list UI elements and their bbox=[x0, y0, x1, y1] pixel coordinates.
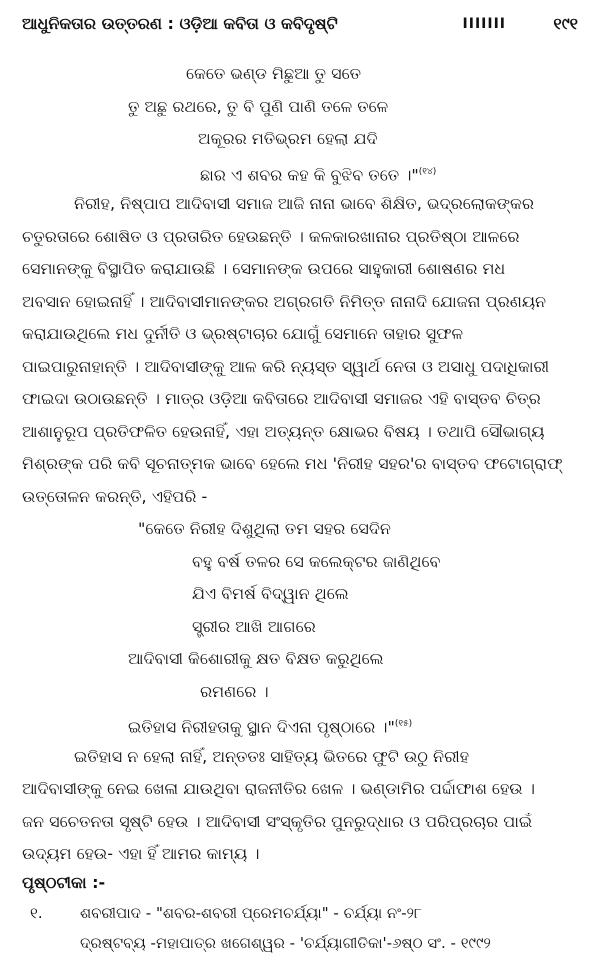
paragraph-line: ମିଶ୍ରଙ୍କ ପରି କବି ସୂଚନାତ୍ମକ ଭାବେ ହେଲେ ମଧ 'ନିରୀହ ସହର'ର ବାସ୍ତବ ଫଟୋଗ୍ରାଫ୍ bbox=[22, 454, 563, 473]
poem-line: ରମଣରେ । bbox=[200, 681, 269, 701]
poem-line bbox=[22, 708, 582, 741]
header-marks: IIIIIII bbox=[462, 16, 506, 32]
footnote-continuation: ଦ୍ରଷ୍ଟବ୍ୟ -ମହାପାତ୍ର ଖଗେଶ୍ୱର - 'ଚର୍ଯ୍ୟାଗୀତିକା'-୬ଷ୍ଠ ସଂ. - ୧୯୯୨ bbox=[80, 934, 491, 952]
page-body bbox=[22, 58, 582, 871]
paragraph-line: ସେମାନଙ୍କୁ ବିସ୍ଥାପିତ କରାଯାଉଛି । ସେମାନଙ୍କ ଉପରେ ସାହୁକାରୀ ଶୋଷଣର ମଧ bbox=[22, 259, 506, 278]
poem-line: ବହୁ ବର୍ଷ ତଳର ସେ କଲେକ୍ଟର ଜାଣିଥିବେ bbox=[192, 551, 441, 571]
paragraph-line: ଫାଇଦା ଉଠାଉଛନ୍ତି । ମାତ୍ର ଓଡ଼ିଆ କବିତାରେ ଆଦିବାସୀ ସମାଜର ଏହି ବାସ୍ତବ ଚିତ୍ର bbox=[22, 389, 541, 408]
poem-line: ଅକୂରର ମତିଭ୍ରମ ହେଲା ଯଦି bbox=[198, 129, 378, 148]
footnote-text: ଶବରୀପାଦ - "ଶବର-ଶବରୀ ପ୍ରେମଚର୍ଯ୍ୟା" - ଚର୍ଯ୍ୟା ନଂ-୨୮ bbox=[80, 904, 422, 922]
paragraph-line: କରାଯାଉଥିଲେ ମଧ ଦୁର୍ନୀତି ଓ ଭ୍ରଷ୍ଟାଚାର ଯୋଗୁଁ ସେମାନେ ତାହାର ସୁଫଳ bbox=[22, 324, 464, 343]
poem-line: କେତେ ଭଣ୍ଡ ମିଛୁଆ ତୁ ସତେ bbox=[186, 64, 362, 83]
poem-line: ଯିଏ ବିମର୍ଷ ବିଦ୍ୱାନ ଥିଲେ bbox=[192, 584, 349, 603]
poem-line bbox=[22, 156, 582, 189]
footnote-ref: (୧୪) bbox=[418, 166, 437, 177]
footnote-ref: (୧୫) bbox=[394, 719, 413, 729]
poem-line-text: ଇତିହାସ ନିରୀହତାକୁ ସ୍ଥାନ ଦିଏନା ପୃଷ୍ଠାରେ ।" bbox=[128, 717, 395, 737]
paragraph-line: ଅବସାନ ହୋଇନାହିଁ । ଆଦିବାସୀମାନଙ୍କର ଅଗ୍ରଗତି ନିମିତ୍ତ ନାନାଦି ଯୋଜନା ପ୍ରଣୟନ bbox=[22, 291, 547, 311]
page-header bbox=[22, 14, 578, 44]
paragraph-line: ଉତ୍ତୋଳନ କରନ୍ତି, ଏହିପରି - bbox=[22, 486, 208, 506]
poem-line-text: ଛାର ଏ ଶବର କହ କି ବୁଝିବ ତତେ ।" bbox=[200, 164, 419, 184]
poem-line: "କେତେ ନିରୀହ ଦିଶୁଥିଲା ତମ ସହର ସେଦିନ bbox=[138, 519, 391, 538]
poem-line: ଆଦିବାସୀ କିଶୋରୀକୁ କ୍ଷତ ବିକ୍ଷତ କରୁଥିଲେ bbox=[128, 649, 384, 668]
paragraph-line: ଚତୁରତାରେ ଶୋଷିତ ଓ ପ୍ରତାରିତ ହେଉଛନ୍ତି । କଳକାରଖାନାର ପ୍ରତିଷ୍ଠା ଆଳରେ bbox=[22, 226, 520, 246]
running-head: ଆଧୁନିକତାର ଉତ୍ତରଣ : ଓଡ଼ିଆ କବିତା ଓ କବିଦୃଷ୍ଟି bbox=[22, 14, 338, 33]
paragraph-line: ପାଇପାରୁନାହାନ୍ତି । ଆଦିବାସୀଙ୍କୁ ଆଳ କରି ନ୍ୟସ୍ତ ସ୍ୱାର୍ଥ ନେତା ଓ ଅସାଧୁ ପଦାଧିକାରୀ bbox=[22, 356, 550, 376]
footnote-number: ୧. bbox=[30, 904, 43, 922]
poem-line: ତୁ ଅଛୁ ରଥରେ, ତୁ ବି ପୁଣି ପାଣି ତଳେ ତଳେ bbox=[128, 96, 389, 116]
paragraph-line: ଜନ ସଚେତନତା ସୃଷ୍ଟି ହେଉ । ଆଦିବାସୀ ସଂସ୍କୃତିର ପୁନରୁଦ୍ଧାର ଓ ପରିପ୍ରଚାର ପାଇଁ bbox=[22, 811, 533, 831]
paragraph-line: ଇତିହାସ ନ ହେଲା ନାହିଁ, ଅନ୍ତତଃ ସାହିତ୍ୟ ଭିତରେ ଫୁଟି ଉଠୁ ନିରୀହ bbox=[74, 746, 470, 766]
footnotes bbox=[22, 868, 582, 958]
paragraph-line: ଆଶାନୁରୂପ ପ୍ରତିଫଳିତ ହେଉନାହିଁ, ଏହା ଅତ୍ୟନ୍ତ କ୍ଷୋଭର ବିଷୟ । ତଥାପି ସୌଭାଗ୍ୟ bbox=[22, 421, 545, 441]
paragraph-line: ଆଦିବାସୀଙ୍କୁ ନେଇ ଖେଳା ଯାଉଥିବା ରାଜନୀତିର ଖେଳ । ଭଣ୍ଡାମିର ପର୍ଦ୍ଦାଫାଶ ହେଉ । bbox=[22, 779, 535, 798]
page-number: ୧୯୧ bbox=[553, 14, 578, 33]
poem-line: ସ୍ତ୍ରୀର ଆଖି ଆଗରେ bbox=[192, 616, 316, 636]
paragraph-line: ଉଦ୍ୟମ ହେଉ- ଏହା ହିଁ ଆମର କାମ୍ୟ । bbox=[22, 844, 260, 863]
footnote-item bbox=[22, 898, 582, 928]
footnotes-heading: ପୃଷ୍ଠଟୀକା :- bbox=[22, 873, 106, 892]
paragraph-line: ନିରୀହ, ନିଷ୍ପାପ ଆଦିବାସୀ ସମାଜ ଆଜି ନାନା ଭାବେ ଶିକ୍ଷିତ, ଭଦ୍ରଲୋକଙ୍କର bbox=[74, 194, 534, 213]
